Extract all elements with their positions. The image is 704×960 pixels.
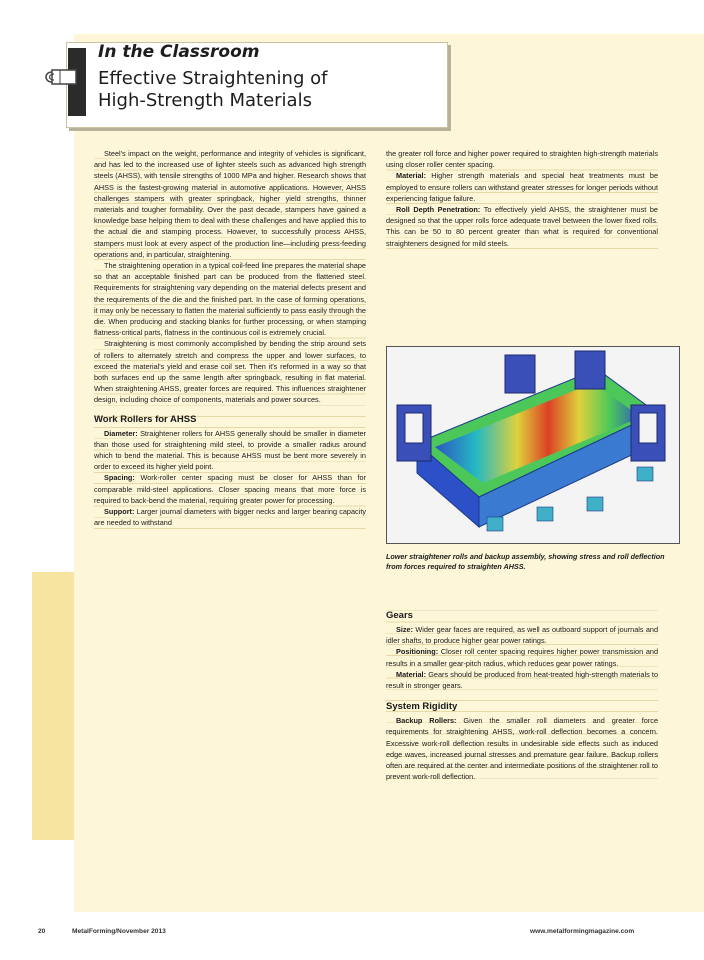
spacing-paragraph xyxy=(94,472,366,506)
title-line-2: High-Strength Materials xyxy=(98,90,312,111)
section-label: In the Classroom xyxy=(98,42,260,62)
backup-rollers-text: Given the smaller roll diameters and greater force requirements for straightening AHSS, work-roll deflection becomes a concern. Excessive work-roll deflection results in undesirable side effects such as induced edge waves, increased journal stresses and premature gear failure. Backup rollers often are required at the center and intermediate positions of the straightener roll to prevent work-roll deflection. xyxy=(386,716,658,782)
right-column-bottom xyxy=(386,600,658,782)
support-lead: Support: xyxy=(104,507,135,517)
backup-rollers-paragraph xyxy=(386,715,658,782)
diameter-paragraph xyxy=(94,428,366,473)
right-column-top xyxy=(386,148,658,249)
size-text: Wider gear faces are required, as well as outboard support of journals and idler shafts, to produce higher gear power ratings. xyxy=(386,625,658,646)
page-number: 20 xyxy=(38,928,46,935)
roll-depth-paragraph xyxy=(386,204,658,249)
continuation-paragraph: the greater roll force and higher power required to straighten high-strength materials using closer roller center spacing. xyxy=(386,149,658,170)
diameter-text: Straightener rollers for AHSS generally should be smaller in diameter than those used for straightening mild steel, to provide a smaller radius around which to bend the material. This is because AHSS must be bent more severely in order to exceed its higher yield point. xyxy=(94,428,366,472)
positioning-text: Closer roll center spacing requires higher power transmission and results in a smaller gear-pitch radius, which reduces gear power ratings. xyxy=(386,647,658,668)
support-paragraph xyxy=(94,506,366,528)
gear-material-text: Gears should be produced from heat-treated high-strength materials to result in stronger gears. xyxy=(386,669,659,691)
positioning-paragraph xyxy=(386,646,658,668)
straightener-stress-figure xyxy=(386,346,680,544)
straightening-paragraph: The straightening operation in a typical coil-feed line prepares the material shape so that an acceptable finished part can be produced from the flattened steel. Requirements for straightening vary depending on the material defects present and the requirements of the die and the finished part. In the case of forming operations, it may only be necessary to flatten the material sufficiently to pass easily through the die. When producing and stacking blanks for further processing, or when stamping flatness-critical parts, flatness in the continuous coil is extremely crucial. xyxy=(94,261,366,338)
spacing-text: Work-roller center spacing must be closer for AHSS than for comparable mild-steel applications. Closer spacing means that more force is required to back-bend the material, requiring greater power for processing. xyxy=(94,473,367,505)
spacing-lead: Spacing: xyxy=(104,473,135,483)
size-lead: Size: xyxy=(396,625,414,634)
side-accent-tab xyxy=(32,572,74,840)
website-link[interactable]: www.metalformingmagazine.com xyxy=(530,928,635,935)
material-lead: Material: xyxy=(396,171,427,181)
title-line-1: Effective Straightening of xyxy=(98,68,328,89)
backup-rollers-lead: Backup Rollers: xyxy=(396,716,457,726)
material-text: Higher strength materials and special heat treatments must be employed to ensure rollers can withstand greater stresses for longer periods without experiencing fatigue failure. xyxy=(386,171,659,203)
support-text: Larger journal diameters with bigger necks and larger bearing capacity are needed to withstand xyxy=(94,507,366,528)
roll-depth-text: To effectively yield AHSS, the straightener must be designed so that the upper rolls force adequate travel between the lower fixed rolls. This can be 50 to 80 percent greater than what is required for conventional straighteners designed for mild steels. xyxy=(386,205,658,248)
intro-paragraph: Steel's impact on the weight, performance and integrity of vehicles is significant, and has led to the increased use of lighter steels such as advanced high strength steels (AHSS), with tensile strengths of 1000 MPa and higher. Research shows that AHSS is the fastest-growing material in automotive applications. However, AHSS challenges stampers with greater springback, higher yield strengths, thinner materials and tougher formability. Over the past decade, stampers have gained a knowledge base helping them to deal with these challenges and have applied this to the actual die and stamping process. However, to successfully process AHSS, stampers must look at every aspect of the production line—including press-feeding operations and, in particular, straightening. xyxy=(94,149,366,259)
gears-heading: Gears xyxy=(386,610,413,621)
left-column xyxy=(94,148,366,529)
publication-issue: MetalForming/November 2013 xyxy=(72,928,166,935)
material-paragraph xyxy=(386,170,658,204)
system-rigidity-heading: System Rigidity xyxy=(386,701,458,713)
gear-material-lead: Material: xyxy=(396,669,427,679)
diameter-lead: Diameter: xyxy=(104,428,138,438)
binder-clip-icon xyxy=(40,64,80,88)
gear-material-paragraph xyxy=(386,669,658,691)
bending-paragraph: Straightening is most commonly accomplished by bending the strip around sets of rollers to alternately stretch and compress the upper and lower surfaces, to exceed the material's yield and erase coil set. Then it's reformed in a way so that both surfaces end up the same length after springback, resulting in flat material. When straightening AHSS, greater forces are required. This influences straightener design, including choice of components, materials and power sources. xyxy=(94,339,366,405)
roll-depth-lead: Roll Depth Penetration: xyxy=(396,205,481,215)
article-title xyxy=(98,68,438,112)
positioning-lead: Positioning: xyxy=(396,647,439,657)
work-rollers-heading: Work Rollers for AHSS xyxy=(94,413,197,425)
size-paragraph xyxy=(386,624,658,646)
figure-caption: Lower straightener rolls and backup assembly, showing stress and roll deflection from forces required to straighten AHSS. xyxy=(386,552,665,571)
